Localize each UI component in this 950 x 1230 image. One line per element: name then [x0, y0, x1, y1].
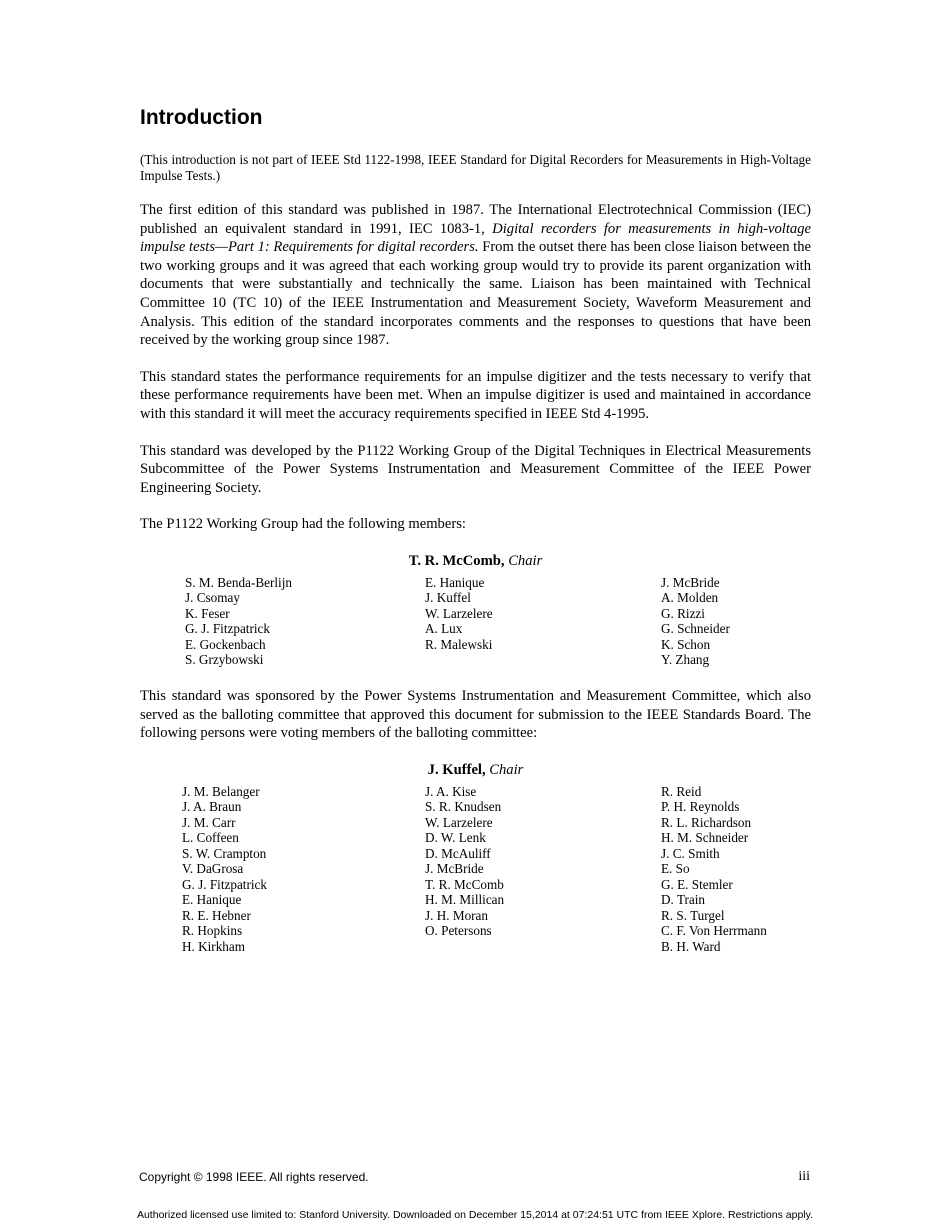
- working-group-column-3: [661, 575, 730, 668]
- member-name: B. H. Ward: [661, 938, 721, 954]
- member-name: J. Kuffel: [425, 590, 471, 606]
- member-name: E. So: [661, 861, 690, 877]
- member-name: S. R. Knudsen: [425, 799, 502, 815]
- member-name: V. DaGrosa: [182, 861, 244, 877]
- member-name: J. M. Belanger: [182, 783, 260, 799]
- member-name: P. H. Reynolds: [661, 799, 740, 815]
- member-name: D. W. Lenk: [425, 830, 486, 846]
- paragraph-history: [140, 201, 811, 350]
- balloting-column-1: [182, 784, 267, 955]
- member-name: R. Hopkins: [182, 923, 243, 939]
- page-footer: [139, 1170, 810, 1184]
- member-name: Y. Zhang: [661, 652, 710, 668]
- working-group-chair: [140, 552, 811, 570]
- member-name: R. Reid: [661, 783, 702, 799]
- member-name: J. McBride: [661, 574, 720, 590]
- paragraph-development: This standard was developed by the P1122 Working Group of the Digital Techniques in Electrical Measurements Subcommittee of the Power Systems Instrumentation and Measurement Committee of the IEEE Power Engineering Society.: [140, 442, 811, 496]
- member-name: E. Hanique: [425, 574, 485, 590]
- member-name: G. J. Fitzpatrick: [182, 876, 267, 892]
- member-name: G. J. Fitzpatrick: [185, 621, 270, 637]
- member-name: J. H. Moran: [425, 907, 489, 923]
- member-name: S. M. Benda-Berlijn: [185, 574, 292, 590]
- working-group-column-2: [425, 575, 493, 653]
- paragraph-history-text-1: The first edition of this standard was published in 1987. The International Electrotechnical Commission (IEC) published an equivalent standard in 1991, IEC 1083-1,: [140, 202, 811, 237]
- member-name: R. S. Turgel: [661, 907, 725, 923]
- document-page: [140, 104, 811, 956]
- introduction-note: (This introduction is not part of IEEE Std 1122-1998, IEEE Standard for Digital Recorders for Measurements in High-Voltage Impulse Tests.): [140, 152, 811, 183]
- member-name: H. Kirkham: [182, 938, 245, 954]
- license-notice: Authorized licensed use limited to: Stanford University. Downloaded on December 15,2014 at 07:24:51 UTC from IEEE Xplore. Restrictions apply.: [136, 1209, 814, 1221]
- member-name: W. Larzelere: [425, 814, 493, 830]
- member-name: J. A. Kise: [425, 783, 477, 799]
- member-name: L. Coffeen: [182, 830, 239, 846]
- balloting-roster: [140, 784, 811, 956]
- working-group-roster: [140, 575, 811, 669]
- member-name: W. Larzelere: [425, 605, 493, 621]
- copyright-notice: Copyright © 1998 IEEE. All rights reserved.: [139, 1170, 369, 1184]
- balloting-column-2: [425, 784, 504, 939]
- page-title: Introduction: [140, 106, 263, 129]
- member-name: R. E. Hebner: [182, 907, 251, 923]
- member-name: E. Gockenbach: [185, 636, 266, 652]
- member-name: C. F. Von Herrmann: [661, 923, 767, 939]
- member-name: G. Schneider: [661, 621, 730, 637]
- member-name: J. A. Braun: [182, 799, 242, 815]
- member-name: S. Grzybowski: [185, 652, 264, 668]
- working-group-column-1: [185, 575, 292, 668]
- balloting-chair-name: J. Kuffel,: [427, 761, 486, 778]
- working-group-chair-title: Chair: [508, 552, 543, 569]
- member-name: S. W. Crampton: [182, 845, 267, 861]
- member-name: J. Csomay: [185, 590, 240, 606]
- member-name: J. C. Smith: [661, 845, 720, 861]
- member-name: D. McAuliff: [425, 845, 491, 861]
- member-name: H. M. Schneider: [661, 830, 749, 846]
- paragraph-sponsorship: This standard was sponsored by the Power Systems Instrumentation and Measurement Committee, which also served as the balloting committee that approved this document for submission to the IEEE Standards Board. The following persons were voting members of the balloting committee:: [140, 687, 811, 742]
- member-name: G. Rizzi: [661, 605, 705, 621]
- working-group-chair-name: T. R. McComb,: [408, 552, 505, 569]
- paragraph-history-citation: Digital recorders for measurements in high-voltage impulse tests—Part 1: Requirements for digital recorders.: [140, 220, 811, 256]
- paragraph-requirements: This standard states the performance requirements for an impulse digitizer and the tests necessary to verify that these performance requirements have been met. When an impulse digitizer is used and maintained in accordance with this standard it will meet the accuracy requirements specified in IEEE Std 4-1995.: [140, 368, 811, 422]
- member-name: O. Petersons: [425, 923, 492, 939]
- balloting-chair: [140, 761, 811, 779]
- paragraph-members-intro: The P1122 Working Group had the following members:: [140, 516, 466, 533]
- member-name: R. Malewski: [425, 636, 493, 652]
- member-name: J. M. Carr: [182, 814, 236, 830]
- page-number: iii: [798, 1169, 810, 1184]
- member-name: A. Molden: [661, 590, 719, 606]
- balloting-chair-title: Chair: [489, 761, 524, 778]
- member-name: E. Hanique: [182, 892, 242, 908]
- member-name: G. E. Stemler: [661, 876, 733, 892]
- member-name: R. L. Richardson: [661, 814, 752, 830]
- member-name: T. R. McComb: [425, 876, 504, 892]
- member-name: A. Lux: [425, 621, 463, 637]
- balloting-column-3: [661, 784, 767, 955]
- paragraph-history-text-2: From the outset there has been close liaison between the two working groups and it was agreed that each working group would try to provide its parent organization with documents that were substantially and technically the same. Liaison has been maintained with Technical Committee 10 (TC 10) of the IEEE Instrumentation and Measurement Society, Waveform Measurement and Analysis. This edition of the standard incorporates comments and the responses to questions that have been received by the working group since 1987.: [140, 239, 811, 349]
- member-name: H. M. Millican: [425, 892, 505, 908]
- member-name: D. Train: [661, 892, 705, 908]
- member-name: K. Schon: [661, 636, 711, 652]
- member-name: K. Feser: [185, 605, 230, 621]
- member-name: J. McBride: [425, 861, 484, 877]
